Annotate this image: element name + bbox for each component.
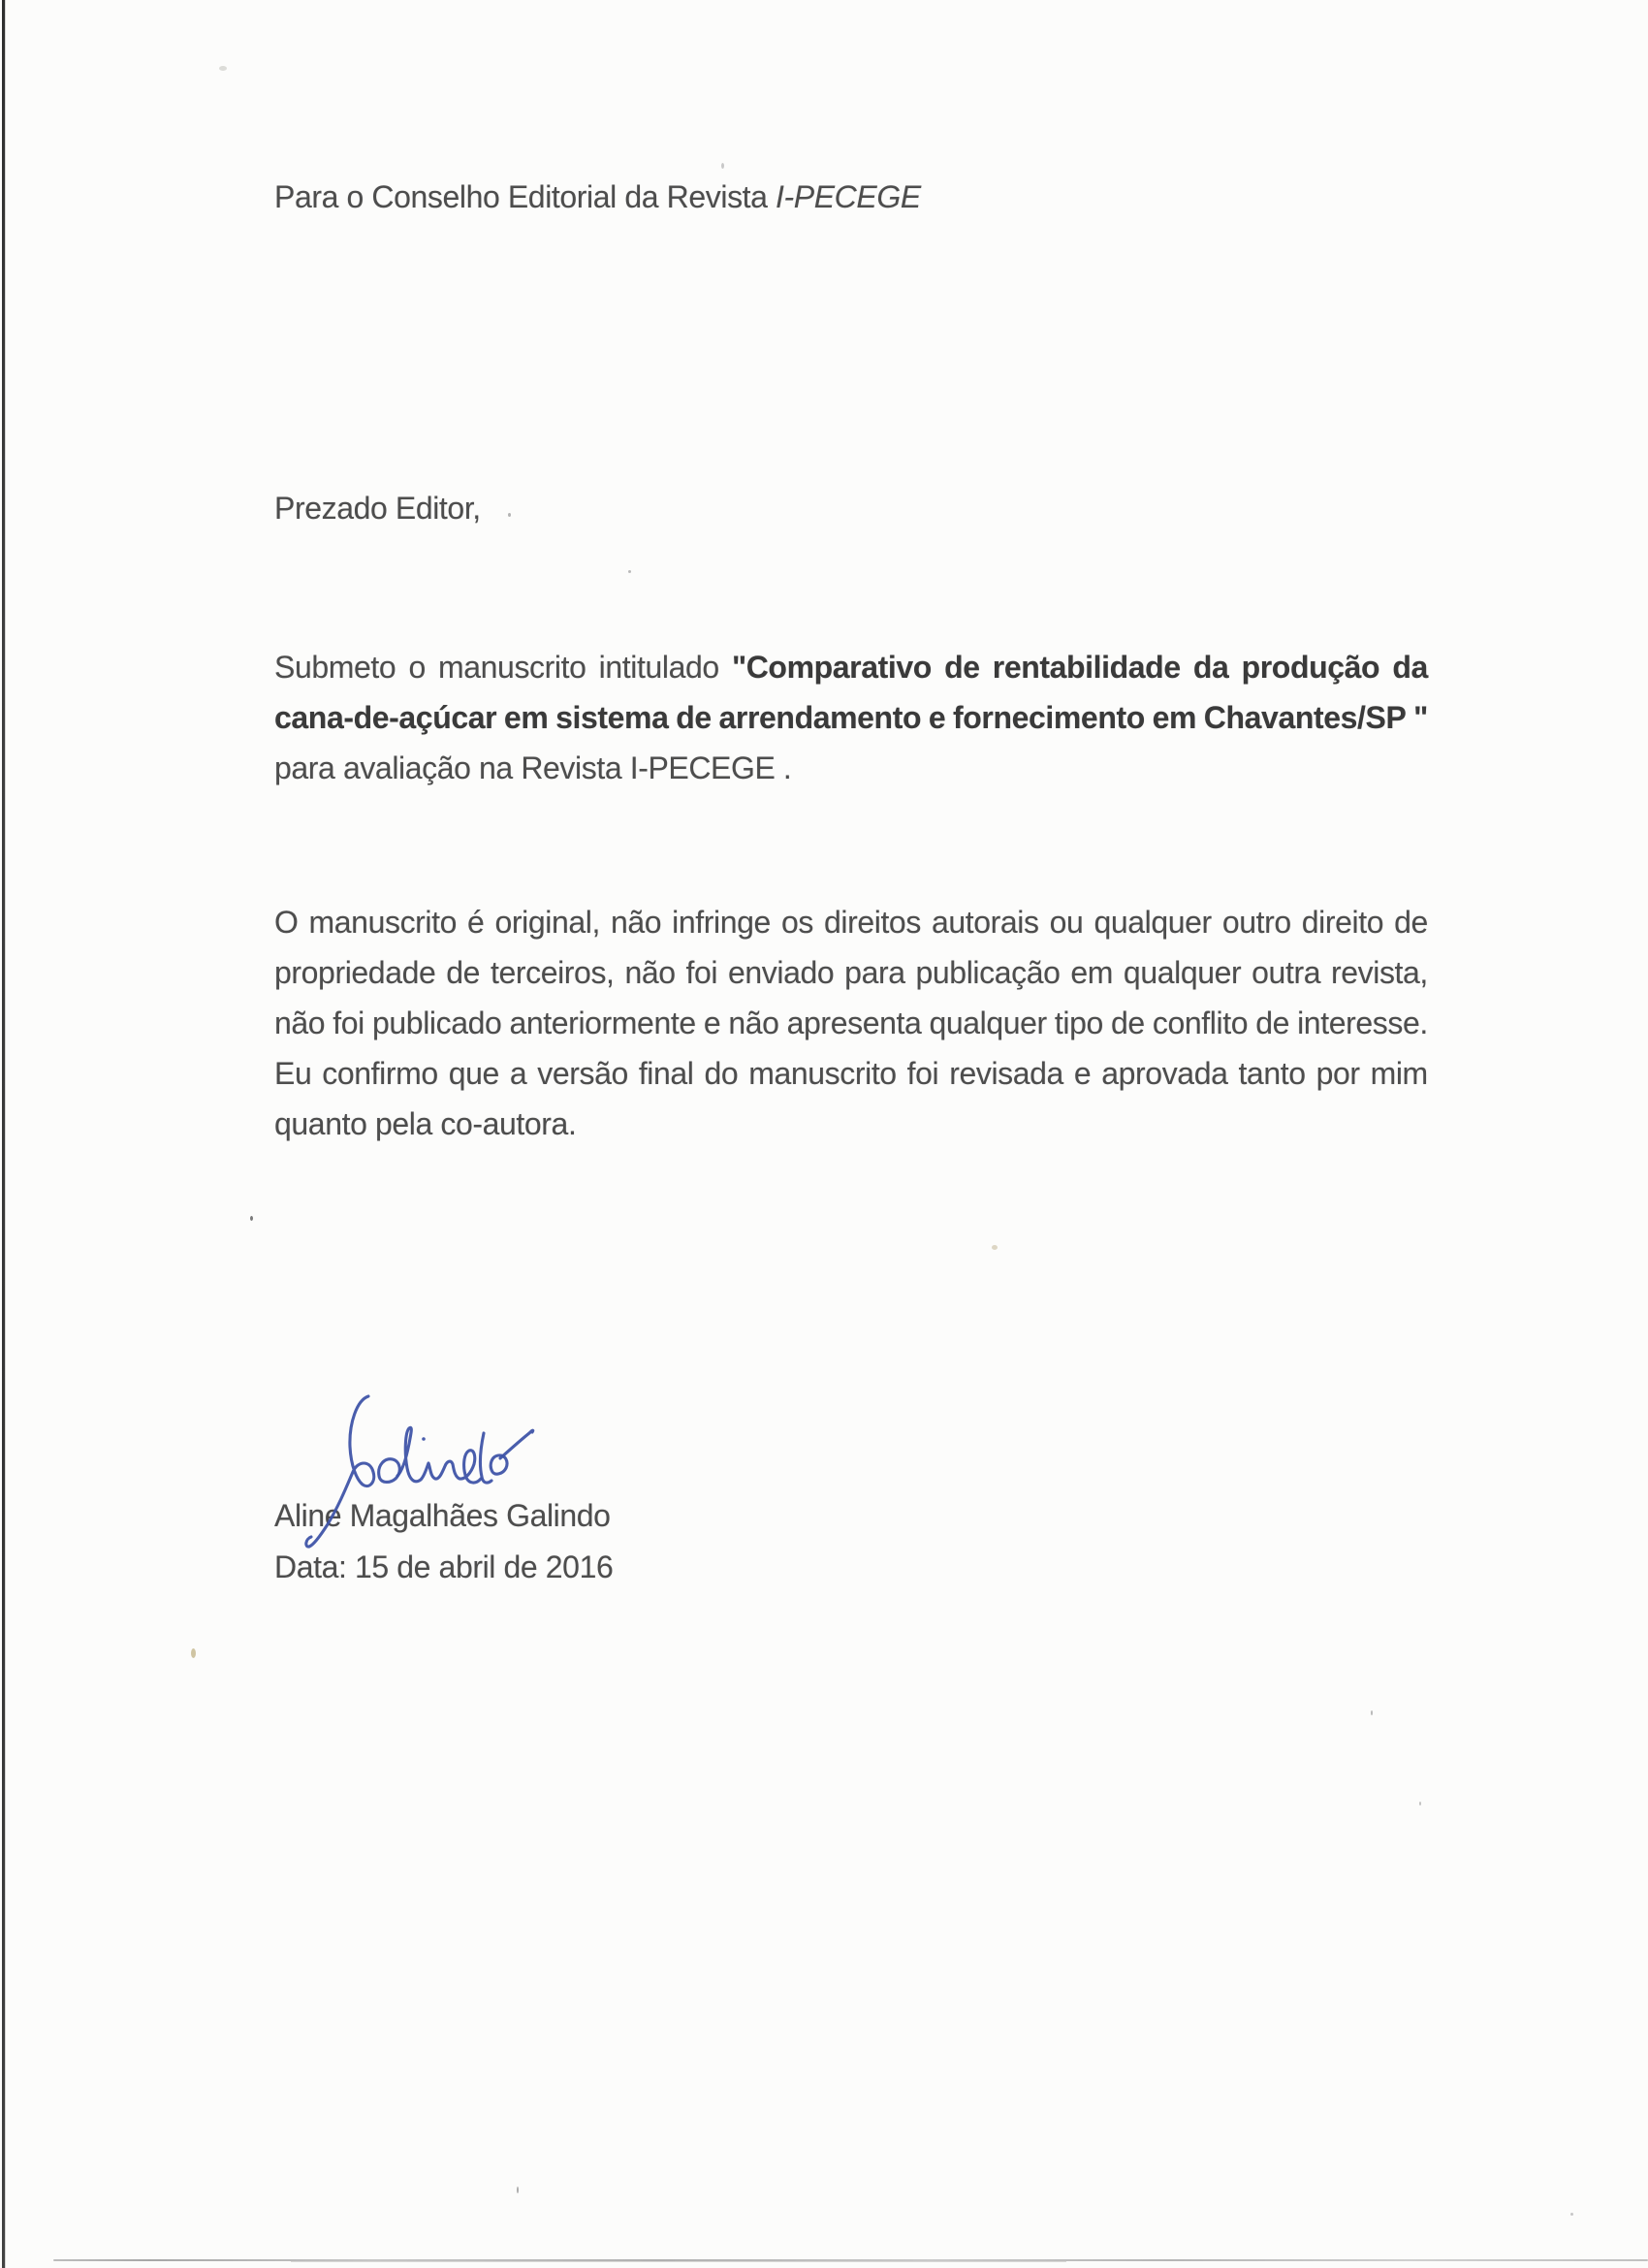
text-segment: direitos [823,905,921,940]
text-segment: a [509,1056,527,1091]
text-segment: versão [537,1056,628,1091]
word [510,1048,526,1099]
scan-speck [191,1648,196,1658]
word [704,998,720,1048]
word [1394,897,1428,947]
text-segment: Chavantes/SP [1203,700,1407,735]
text-line [274,897,1428,947]
text-segment: interesse. [1297,1006,1428,1040]
text-segment: não [610,905,662,940]
word [728,947,834,998]
word [1193,642,1229,692]
word [719,692,922,743]
word [491,947,615,998]
text-segment: de [1394,905,1428,940]
word [672,897,771,947]
text-segment: e [928,700,946,735]
scan-speck [517,2187,519,2193]
word [467,897,484,947]
word [732,642,932,692]
word [1371,1048,1428,1099]
text-segment: em [1152,700,1197,735]
text-segment: foi [333,1006,364,1040]
text-segment: propriedade [274,955,436,990]
word [1252,947,1320,998]
word [639,1048,694,1099]
text-segment: "Comparativo [731,650,932,685]
word [274,692,496,743]
word [449,1048,499,1099]
text-line [274,1490,1428,1541]
word [274,642,396,692]
text-segment: Para o Conselho Editorial da Revista [274,179,776,214]
text-segment: tipo [1054,1006,1103,1040]
word [1153,692,1196,743]
word [781,897,813,947]
word [1242,642,1380,692]
word [1074,1048,1091,1099]
word [932,897,1039,947]
text-line [274,1048,1428,1099]
text-segment: em [503,700,549,735]
text-segment: da [1392,650,1428,685]
text-line [274,743,1428,793]
word [1316,1048,1360,1099]
scan-speck [628,570,631,573]
text-segment: direito [1301,905,1384,940]
word [274,947,435,998]
text-line [274,642,1428,692]
text-segment: confirmo [322,1056,438,1091]
text-segment: não [274,1006,326,1040]
text-segment: fornecimento [952,700,1145,735]
scan-speck [1371,1710,1373,1715]
word [1153,998,1248,1048]
text-segment: do [704,1056,739,1091]
scan-speck [219,66,227,71]
text-segment: rentabilidade [992,650,1181,685]
word [1392,642,1428,692]
text-line [274,1099,1428,1149]
word [372,998,501,1048]
word [1413,692,1428,743]
word [333,998,364,1048]
word [953,692,1145,743]
text-segment: I-PECEGE [776,179,921,214]
text-segment: manuscrito [438,650,586,685]
text-segment: manuscrito [748,1056,897,1091]
paragraph-declaration [274,897,1428,1149]
text-segment: para avaliação na Revista I-PECEGE . [274,751,792,785]
word [274,897,299,947]
text-segment: autorais [931,905,1039,940]
text-segment: produção [1241,650,1380,685]
text-segment: não [624,955,676,990]
word [676,692,712,743]
scan-speck [1570,2213,1573,2216]
text-segment: arrendamento [718,700,922,735]
text-segment: que [448,1056,499,1091]
word [1255,998,1289,1048]
text-segment: quanto pela co-autora. [274,1106,577,1141]
text-segment: enviado [728,955,835,990]
word [1204,692,1407,743]
text-segment: original, [494,905,600,940]
word [274,1048,311,1099]
text-segment: e [703,1006,721,1040]
signer-name-line [274,1490,1428,1541]
text-line [274,483,1428,533]
text-segment: anteriormente [509,1006,696,1040]
text-segment: qualquer [929,1006,1047,1040]
text-segment: foi [685,955,718,990]
word [1055,998,1103,1048]
text-segment: revista, [1330,955,1428,990]
word [510,998,696,1048]
text-segment: conflito [1152,1006,1249,1040]
date-line [274,1542,1428,1592]
text-segment: para [844,955,905,990]
text-line [274,172,1428,222]
word [274,998,325,1048]
word [1101,1048,1227,1099]
text-segment: manuscrito [308,905,458,940]
text-segment: de [446,955,481,990]
scan-speck [992,1245,998,1250]
scan-edge-left-soft [5,0,6,2268]
word [408,642,425,692]
text-segment: de [676,700,712,735]
word [1238,1048,1305,1099]
word [907,1048,939,1099]
scan-speck [250,1216,253,1221]
text-segment: " [1413,700,1428,735]
text-segment: é [467,905,485,940]
word [624,947,675,998]
scan-speck [1419,1802,1421,1805]
text-line [274,998,1428,1048]
word [611,897,661,947]
word [844,947,904,998]
word [438,642,586,692]
word [787,998,922,1048]
text-segment: de [1255,1006,1289,1040]
word [686,947,718,998]
word [555,692,668,743]
word [322,1048,438,1099]
word [949,1048,1063,1099]
text-segment: tanto [1238,1056,1306,1091]
text-segment: foi [906,1056,939,1091]
word [748,1048,897,1099]
word [1124,947,1241,998]
text-segment: Data: 15 de abril de 2016 [274,1549,614,1584]
text-segment: intitulado [598,650,719,685]
text-segment: por [1315,1056,1360,1091]
word [1297,998,1428,1048]
text-segment: qualquer [1093,905,1212,940]
word [537,1048,628,1099]
signature-i-dot [422,1437,426,1441]
text-segment: cana-de-açúcar [274,700,497,735]
word [993,642,1181,692]
text-segment: sistema [555,700,669,735]
text-segment: de [944,650,980,685]
word [916,947,1061,998]
salutation-line [274,483,1428,533]
word [929,998,1046,1048]
text-segment: não [728,1006,779,1040]
word [929,692,945,743]
word [1093,897,1211,947]
text-segment: em [1070,955,1114,990]
text-line [274,947,1428,998]
paragraph-submission [274,642,1428,793]
word [1302,897,1383,947]
word [1111,998,1145,1048]
text-segment: O [274,905,299,940]
text-segment: Prezado Editor, [274,491,481,526]
text-segment: apresenta [786,1006,922,1040]
text-segment: revisada [949,1056,1063,1091]
text-segment: qualquer [1123,955,1242,990]
word [446,947,480,998]
text-segment: da [1192,650,1229,685]
word [1331,947,1428,998]
word [944,642,980,692]
text-segment: aprovada [1101,1056,1228,1091]
word [824,897,921,947]
word [599,642,719,692]
word [1070,947,1113,998]
text-segment: os [780,905,813,940]
word [309,897,458,947]
text-line [274,692,1428,743]
text-segment: e [1073,1056,1092,1091]
text-segment: outra [1252,955,1321,990]
text-segment: infringe [672,905,771,940]
word [504,692,548,743]
word [1222,897,1291,947]
recipient-line [274,172,1428,222]
text-segment: Eu [274,1056,312,1091]
text-segment: Submeto [274,650,396,685]
text-segment: outro [1221,905,1291,940]
text-segment: publicação [915,955,1061,990]
text-segment: publicado [372,1006,502,1040]
word [1050,897,1084,947]
text-segment: de [1111,1006,1145,1040]
scan-line-bottom-faint [291,2261,1066,2262]
text-segment: Aline Magalhães Galindo [274,1498,611,1533]
word [494,897,599,947]
text-segment: terceiros, [490,955,615,990]
scan-speck [721,163,724,169]
text-segment: ou [1049,905,1084,940]
text-line [274,1542,1428,1592]
text-segment: o [408,650,426,685]
text-segment: mim [1370,1056,1428,1091]
word [728,998,778,1048]
word [704,1048,738,1099]
text-segment: final [638,1056,694,1091]
